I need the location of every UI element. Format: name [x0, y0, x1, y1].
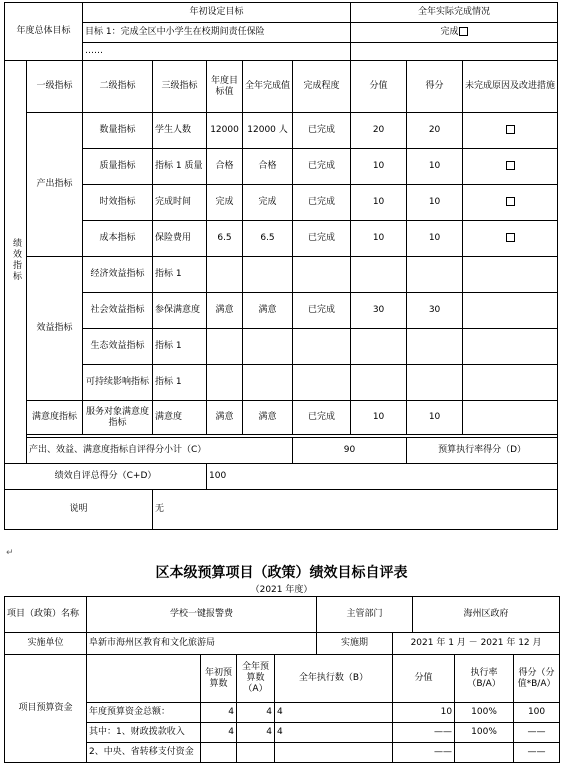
quantity-target: 12000	[207, 113, 243, 149]
fiscal-score: ——	[514, 723, 560, 743]
total-exec: 4	[275, 703, 393, 723]
checkbox-icon[interactable]	[506, 125, 515, 134]
total-score-value: 10	[393, 703, 455, 723]
social-value: 30	[351, 293, 407, 329]
cost-value: 10	[351, 221, 407, 257]
note-label: 说明	[5, 490, 153, 530]
header-score-value: 分值	[393, 655, 455, 703]
completion-label: 完成	[440, 27, 459, 37]
quality-level3: 指标 1 质量	[153, 149, 207, 185]
service-status: 已完成	[293, 401, 351, 435]
cost-level3: 保险费用	[153, 221, 207, 257]
header-full-year: 全年完成值	[243, 61, 293, 113]
header-reason: 未完成原因及改进措施	[463, 61, 558, 113]
quantity-value: 20	[351, 113, 407, 149]
fiscal-funds-label: 其中：1、财政拨款收入	[87, 723, 201, 743]
header-full-year-exec: 全年执行数（B）	[275, 655, 393, 703]
unit-value: 阜新市海州区教育和文化旅游局	[87, 633, 317, 655]
dept-value: 海州区政府	[413, 597, 560, 633]
total-value: 100	[207, 464, 558, 490]
quality-target: 合格	[207, 149, 243, 185]
total-initial: 4	[201, 703, 237, 723]
quality-actual: 合格	[243, 149, 293, 185]
period-value: 2021 年 1 月 － 2021 年 12 月	[393, 633, 560, 655]
header-score-value: 分值	[351, 61, 407, 113]
quality-score: 10	[407, 149, 463, 185]
cost-reason[interactable]	[463, 221, 558, 257]
quantity-score: 20	[407, 113, 463, 149]
transfer-funds-label: 2、中央、省转移支付资金	[87, 743, 201, 763]
transfer-score-value: ——	[393, 743, 455, 763]
total-score: 100	[514, 703, 560, 723]
note-value: 无	[153, 490, 558, 530]
row-quality: 质量指标	[83, 149, 153, 185]
empty-cell	[351, 43, 558, 61]
cost-score: 10	[407, 221, 463, 257]
quantity-actual: 12000 人	[243, 113, 293, 149]
cost-actual: 6.5	[243, 221, 293, 257]
actual-completion-header: 全年实际完成情况	[351, 3, 558, 23]
initial-goal-header: 年初设定目标	[83, 3, 351, 23]
row-sustainable: 可持续影响指标	[83, 365, 153, 401]
total-label: 绩效自评总得分（C+D）	[5, 464, 207, 490]
paragraph-mark-icon: ↵	[6, 548, 14, 558]
project-name-label: 项目（政策）名称	[5, 597, 87, 633]
row-service: 服务对象满意度指标	[83, 401, 153, 435]
form-year: （2021 年度）	[250, 585, 313, 595]
ecological-level3: 指标 1	[153, 329, 207, 365]
social-target: 满意	[207, 293, 243, 329]
quantity-reason[interactable]	[463, 113, 558, 149]
period-label: 实施期	[317, 633, 393, 655]
timeliness-target: 完成	[207, 185, 243, 221]
fiscal-rate: 100%	[455, 723, 514, 743]
row-timeliness: 时效指标	[83, 185, 153, 221]
quantity-status: 已完成	[293, 113, 351, 149]
social-score: 30	[407, 293, 463, 329]
subtotal-label: 产出、效益、满意度指标自评得分小计（C）	[27, 438, 293, 464]
timeliness-score: 10	[407, 185, 463, 221]
quality-status: 已完成	[293, 149, 351, 185]
header-annual-target: 年度目标值	[207, 61, 243, 113]
header-initial-budget: 年初预算数	[201, 655, 237, 703]
service-target: 满意	[207, 401, 243, 435]
header-completion: 完成程度	[293, 61, 351, 113]
fiscal-initial: 4	[201, 723, 237, 743]
checkbox-icon[interactable]	[506, 233, 515, 242]
header-level2: 二级指标	[83, 61, 153, 113]
row-economic: 经济效益指标	[83, 257, 153, 293]
satisfaction-indicator-label: 满意度指标	[27, 401, 83, 435]
service-value: 10	[351, 401, 407, 435]
form-title: 区本级预算项目（政策）绩效目标自评表	[155, 565, 408, 581]
funds-label: 项目预算资金	[5, 655, 87, 763]
timeliness-reason[interactable]	[463, 185, 558, 221]
subtotal-value: 90	[293, 438, 407, 464]
social-status: 已完成	[293, 293, 351, 329]
project-budget-table	[4, 596, 560, 763]
header-score: 得分（分值*B/A）	[514, 655, 560, 703]
performance-indicator-table	[4, 2, 558, 530]
quality-reason[interactable]	[463, 149, 558, 185]
budget-rate-label: 预算执行率得分（D）	[407, 438, 558, 464]
header-level1: 一级指标	[27, 61, 83, 113]
benefit-indicator-label: 效益指标	[27, 257, 83, 401]
project-name: 学校一键报警费	[87, 597, 317, 633]
dept-label: 主管部门	[317, 597, 413, 633]
total-rate: 100%	[455, 703, 514, 723]
service-score: 10	[407, 401, 463, 435]
social-actual: 满意	[243, 293, 293, 329]
timeliness-actual: 完成	[243, 185, 293, 221]
total-funds-label: 年度预算资金总额：	[87, 703, 201, 723]
transfer-score: ——	[514, 743, 560, 763]
unit-label: 实施单位	[5, 633, 87, 655]
row-social: 社会效益指标	[83, 293, 153, 329]
row-ecological: 生态效益指标	[83, 329, 153, 365]
timeliness-status: 已完成	[293, 185, 351, 221]
service-level3: 满意度	[153, 401, 207, 435]
header-full-year-budget: 全年预算数（A）	[237, 655, 275, 703]
social-level3: 参保满意度	[153, 293, 207, 329]
checkbox-icon[interactable]	[459, 27, 468, 36]
overall-goal-label: 年度总体目标	[5, 3, 83, 61]
header-exec-rate: 执行率（B/A）	[455, 655, 514, 703]
header-level3: 三级指标	[153, 61, 207, 113]
fiscal-score-value: ——	[393, 723, 455, 743]
service-actual: 满意	[243, 401, 293, 435]
quality-value: 10	[351, 149, 407, 185]
checkbox-icon[interactable]	[506, 197, 515, 206]
fiscal-full: 4	[237, 723, 275, 743]
timeliness-value: 10	[351, 185, 407, 221]
row-cost: 成本指标	[83, 221, 153, 257]
sustainable-level3: 指标 1	[153, 365, 207, 401]
cost-status: 已完成	[293, 221, 351, 257]
perf-indicator-label: 绩效指标	[5, 61, 27, 464]
output-indicator-label: 产出指标	[27, 113, 83, 257]
header-score: 得分	[407, 61, 463, 113]
fiscal-exec: 4	[275, 723, 393, 743]
checkbox-icon[interactable]	[506, 161, 515, 170]
quantity-level3: 学生人数	[153, 113, 207, 149]
total-full: 4	[237, 703, 275, 723]
cost-target: 6.5	[207, 221, 243, 257]
economic-level3: 指标 1	[153, 257, 207, 293]
completion-status	[351, 23, 558, 43]
timeliness-level3: 完成时间	[153, 185, 207, 221]
goal-dots: ……	[83, 43, 351, 61]
goal-text: 目标 1：完成全区中小学生在校期间责任保险	[83, 23, 351, 43]
row-quantity: 数量指标	[83, 113, 153, 149]
